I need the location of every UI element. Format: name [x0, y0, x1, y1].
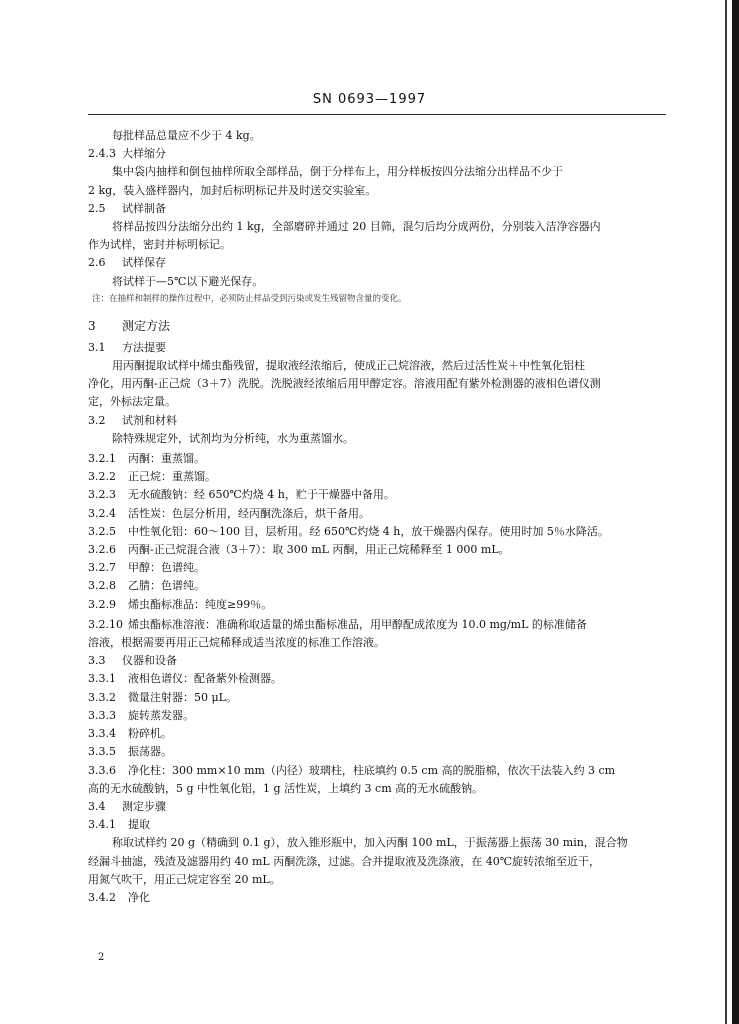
chapter-heading: 3 测定方法 — [88, 318, 171, 333]
paragraph: 将样品按四分法缩分出约 1 kg，全部磨碎并通过 20 目筛，混匀后均分成两份，分别装入洁净容器内 — [112, 220, 601, 234]
list-item: 3.4.2 净化 — [88, 890, 150, 904]
list-item: 3.2.8 乙腈：色谱纯。 — [88, 579, 205, 593]
list-item: 3.2.1 丙酮：重蒸馏。 — [88, 452, 205, 466]
paragraph: 除特殊规定外，试剂均为分析纯，水为重蒸馏水。 — [112, 431, 354, 445]
list-item: 3.2.7 甲醇：色谱纯。 — [88, 561, 205, 575]
list-item: 3.3.6 净化柱：300 mm×10 mm（内径）玻璃柱，柱底填约 0.5 cm 高的脱脂棉，依次干法装入约 3 cm — [88, 763, 616, 777]
paragraph: 高的无水硫酸钠，5 g 中性氧化铝，1 g 活性炭，上填约 3 cm 高的无水硫酸钠。 — [88, 781, 484, 795]
paragraph: 称取试样约 20 g（精确到 0.1 g），放入锥形瓶中，加入丙酮 100 mL，于振荡器上振荡 30 min，混合物 — [112, 836, 628, 850]
section-heading: 3.2 试剂和材料 — [88, 413, 177, 427]
scan-edge-line — [725, 0, 727, 1024]
section-heading: 2.6 试样保存 — [88, 256, 166, 270]
list-item: 3.2.9 烯虫酯标准品：纯度≥99％。 — [88, 597, 273, 611]
list-item: 3.2.6 丙酮-正己烷混合液（3＋7）：取 300 mL 丙酮，用正己烷稀释至 1 000 mL。 — [88, 543, 510, 557]
paragraph: 作为试样，密封并标明标记。 — [88, 238, 231, 252]
paragraph: 用氮气吹干，用正己烷定容至 20 mL。 — [88, 872, 281, 886]
note: 注：在抽样和制样的操作过程中，必须防止样品受到污染或发生残留物含量的变化。 — [92, 293, 407, 304]
scan-edge-bar — [732, 0, 739, 1024]
list-item: 3.3.5 振荡器。 — [88, 745, 172, 759]
list-item: 3.2.2 正己烷：重蒸馏。 — [88, 470, 216, 484]
list-item: 3.3.2 微量注射器：50 μL。 — [88, 690, 237, 704]
page-header: SN 0693—1997 — [312, 92, 427, 107]
list-item: 3.2.3 无水硫酸钠：经 650℃灼烧 4 h，贮于干燥器中备用。 — [88, 488, 395, 502]
list-item: 3.4.1 提取 — [88, 818, 150, 832]
list-item: 3.3.1 液相色谱仪：配备紫外检测器。 — [88, 672, 282, 686]
header-rule — [88, 114, 666, 115]
paragraph: 经漏斗抽滤，残渣及滤器用约 40 mL 丙酮洗涤，过滤。合并提取液及洗涤液，在 40℃旋转浓缩至近干， — [88, 854, 601, 868]
section-heading: 3.3 仪器和设备 — [88, 654, 177, 668]
paragraph: 2 kg，装入盛样器内，加封后标明标记并及时送交实验室。 — [88, 183, 377, 197]
list-item: 3.3.3 旋转蒸发器。 — [88, 708, 194, 722]
paragraph: 溶液，根据需要再用正己烷稀释成适当浓度的标准工作溶液。 — [88, 636, 385, 650]
paragraph: 将试样于—5℃以下避光保存。 — [112, 274, 264, 288]
section-heading: 2.4.3 大样缩分 — [88, 147, 166, 161]
section-heading: 2.5 试样制备 — [88, 201, 166, 215]
list-item: 3.3.4 粉碎机。 — [88, 727, 172, 741]
paragraph: 定，外标法定量。 — [88, 395, 176, 409]
list-item: 3.2.4 活性炭：色层分析用，经丙酮洗涤后，烘干备用。 — [88, 506, 370, 520]
paragraph: 用丙酮提取试样中烯虫酯残留，提取液经浓缩后，使成正己烷溶液，然后过活性炭＋中性氧化铝柱 — [112, 359, 585, 373]
list-item: 3.2.5 中性氧化铝：60～100 目，层析用。经 650℃灼烧 4 h，放干燥器内保存。使用时加 5％水降活。 — [88, 524, 609, 538]
document-body — [88, 127, 668, 907]
paragraph: 每批样品总量应不少于 4 kg。 — [112, 129, 261, 142]
section-heading: 3.4 测定步骤 — [88, 799, 166, 813]
list-item: 3.2.10 烯虫酯标准溶液：准确称取适量的烯虫酯标准品，用甲醇配成浓度为 10.0 mg/mL 的标准储备 — [88, 617, 587, 631]
section-heading: 3.1 方法提要 — [88, 340, 166, 354]
paragraph: 集中袋内抽样和倒包抽样所取全部样品，倒于分样布上，用分样板按四分法缩分出样品不少于 — [112, 165, 563, 179]
paragraph: 净化，用丙酮-正己烷（3＋7）洗脱。洗脱液经浓缩后用甲醇定容。溶液用配有紫外检测器的液相色谱仪测 — [88, 377, 601, 391]
page-number: 2 — [98, 952, 105, 963]
